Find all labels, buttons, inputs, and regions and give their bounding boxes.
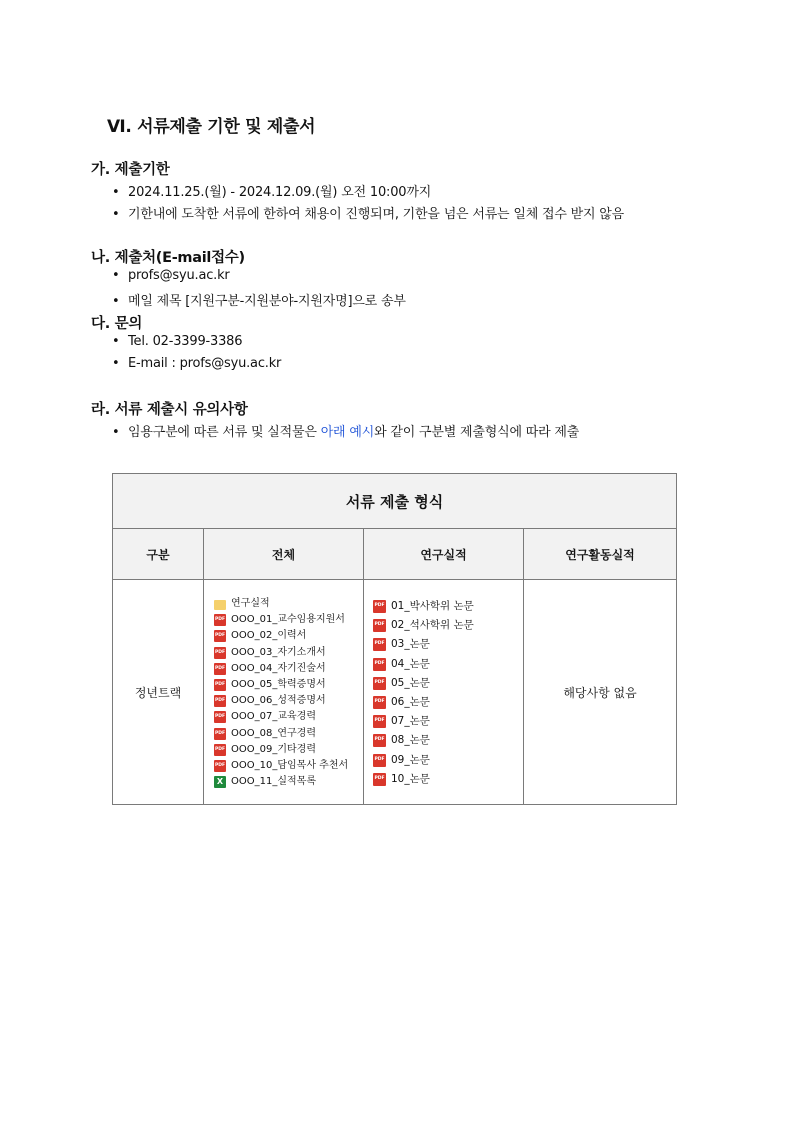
pdf-icon xyxy=(373,638,386,651)
file-name: OOO_07_교육경력 xyxy=(231,711,316,723)
file-list-item xyxy=(214,693,363,709)
deadline-item: • 기한내에 도착한 서류에 한하여 채용이 진행되며, 기한을 넘은 서류는 일체 접수 받지 않음 xyxy=(112,207,625,222)
table-row xyxy=(113,580,677,805)
pdf-icon xyxy=(373,677,386,690)
submit-item: • profs@syu.ac.kr xyxy=(112,268,230,283)
section-title: Ⅵ. 서류제출 기한 및 제출서 xyxy=(107,117,316,137)
file-name: 09_논문 xyxy=(391,753,430,766)
pdf-icon xyxy=(214,679,226,691)
file-name: 04_논문 xyxy=(391,657,430,670)
file-name: OOO_01_교수임용지원서 xyxy=(231,614,345,626)
file-list-item xyxy=(373,655,523,674)
file-name: OOO_08_연구경력 xyxy=(231,727,316,739)
file-list-item xyxy=(373,635,523,654)
file-list-item xyxy=(214,774,363,790)
file-list-item xyxy=(214,596,363,612)
header-all: 전체 xyxy=(204,529,364,580)
contact-tel-text: Tel. 02-3399-3386 xyxy=(128,334,243,349)
file-list-item xyxy=(373,712,523,731)
file-name: 02_석사학위 논문 xyxy=(391,619,474,632)
file-name: 03_논문 xyxy=(391,638,430,651)
folder-icon xyxy=(214,600,226,610)
file-list-item xyxy=(214,726,363,742)
file-name: 연구실적 xyxy=(231,598,270,609)
pdf-icon xyxy=(373,734,386,747)
pdf-icon xyxy=(214,695,226,707)
file-name: 10_논문 xyxy=(391,772,430,785)
file-list-item xyxy=(373,770,523,789)
contact-heading: 다. 문의 xyxy=(91,316,143,332)
file-list-item xyxy=(373,616,523,635)
file-list-item xyxy=(214,758,363,774)
pdf-icon xyxy=(373,658,386,671)
submission-format-table xyxy=(112,473,677,805)
pdf-icon xyxy=(373,715,386,728)
pdf-icon xyxy=(373,619,386,632)
submit-heading: 나. 제출처(E-mail접수) xyxy=(91,250,245,266)
file-name: OOO_04_자기진술서 xyxy=(231,662,326,674)
file-list-item xyxy=(373,693,523,712)
file-list-item xyxy=(214,645,363,661)
file-list-item xyxy=(214,628,363,644)
deadline-item: • 2024.11.25.(월) - 2024.12.09.(월) 오전 10:00까지 xyxy=(112,185,432,200)
deadline-item-text: 기한내에 도착한 서류에 한하여 채용이 진행되며, 기한을 넘은 서류는 일체 접수 받지 않음 xyxy=(128,207,625,222)
pdf-icon xyxy=(373,773,386,786)
notes-text-highlight: 아래 예시 xyxy=(320,425,375,440)
file-list-item xyxy=(214,709,363,725)
file-name: OOO_09_기타경력 xyxy=(231,743,316,755)
file-list-item xyxy=(373,751,523,770)
file-name: OOO_05_학력증명서 xyxy=(231,678,326,690)
file-name: OOO_06_성적증명서 xyxy=(231,695,326,707)
notes-text-pre: 임용구분에 따른 서류 및 실적물은 xyxy=(128,425,321,440)
contact-item: • Tel. 02-3399-3386 xyxy=(112,334,243,349)
file-list-item xyxy=(373,674,523,693)
pdf-icon xyxy=(373,696,386,709)
pdf-icon xyxy=(214,711,226,723)
file-name: OOO_02_이력서 xyxy=(231,630,307,642)
row-label: 정년트랙 xyxy=(113,580,204,805)
file-name: OOO_11_실적목록 xyxy=(231,776,316,788)
contact-email-text: E-mail : profs@syu.ac.kr xyxy=(128,356,282,371)
file-list-item xyxy=(214,677,363,693)
notes-text-post: 와 같이 구분별 제출형식에 따라 제출 xyxy=(374,425,580,440)
header-activity: 연구활동실적 xyxy=(524,529,677,580)
pdf-icon xyxy=(214,728,226,740)
file-name: 06_논문 xyxy=(391,695,430,708)
deadline-heading: 가. 제출기한 xyxy=(91,162,170,178)
file-name: OOO_03_자기소개서 xyxy=(231,646,326,658)
excel-icon xyxy=(214,776,226,788)
file-name: OOO_10_담임목사 추천서 xyxy=(231,759,349,771)
file-name: 05_논문 xyxy=(391,676,430,689)
file-list-item xyxy=(214,661,363,677)
header-research: 연구실적 xyxy=(364,529,524,580)
file-name: 08_논문 xyxy=(391,734,430,747)
pdf-icon xyxy=(214,614,226,626)
activity-cell: 해당사항 없음 xyxy=(524,580,677,805)
all-files-cell xyxy=(204,580,364,805)
table-caption: 서류 제출 형식 xyxy=(113,474,677,529)
notes-heading: 라. 서류 제출시 유의사항 xyxy=(91,402,248,418)
pdf-icon xyxy=(214,630,226,642)
submit-email-text: profs@syu.ac.kr xyxy=(128,268,230,283)
deadline-item-text: 2024.11.25.(월) - 2024.12.09.(월) 오전 10:00까지 xyxy=(128,185,432,200)
pdf-icon xyxy=(214,760,226,772)
pdf-icon xyxy=(214,663,226,675)
contact-item: • E-mail : profs@syu.ac.kr xyxy=(112,356,282,371)
pdf-icon xyxy=(373,754,386,767)
file-list-item xyxy=(214,742,363,758)
file-list-item xyxy=(214,612,363,628)
file-list-item xyxy=(373,597,523,616)
file-name: 01_박사학위 논문 xyxy=(391,600,474,612)
research-files-list xyxy=(364,580,523,789)
file-name: 07_논문 xyxy=(391,715,430,728)
header-category: 구분 xyxy=(113,529,204,580)
pdf-icon xyxy=(214,744,226,756)
pdf-icon xyxy=(214,647,226,659)
research-files-cell xyxy=(364,580,524,805)
pdf-icon xyxy=(373,600,386,613)
notes-item: • 임용구분에 따른 서류 및 실적물은 아래 예시와 같이 구분별 제출형식에 따라 제출 xyxy=(112,425,580,440)
submit-subject-text: 메일 제목 [지원구분-지원분야-지원자명]으로 송부 xyxy=(128,294,406,309)
file-list-item xyxy=(373,731,523,750)
all-files-list xyxy=(204,580,363,790)
submit-item: • 메일 제목 [지원구분-지원분야-지원자명]으로 송부 xyxy=(112,294,406,309)
